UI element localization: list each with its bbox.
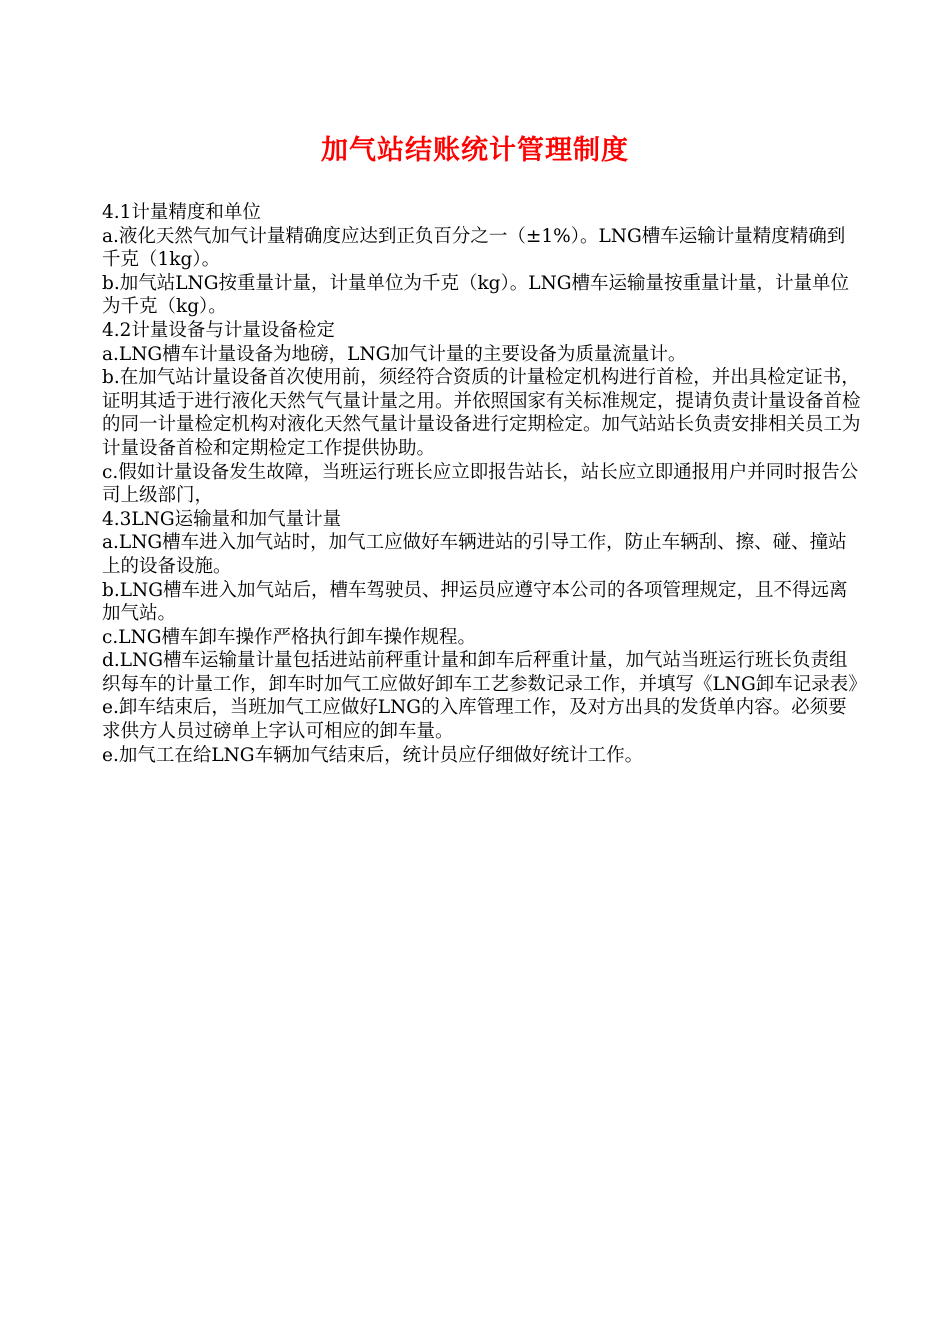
paragraph-4-3-d: d.LNG槽车运输量计量包括进站前秤重计量和卸车后秤重计量，加气站当班运行班长负责组织每车的计量工作，卸车时加气工应做好卸车工艺参数记录工作，并填写《LNG卸车记录表》	[102, 650, 867, 695]
section-heading-4-2: 4.2计量设备与计量设备检定	[102, 319, 335, 341]
paragraph-4-3-e: e.卸车结束后，当班加气工应做好LNG的入库管理工作，及对方出具的发货单内容。必须要求供方人员过磅单上字认可相应的卸车量。	[102, 697, 847, 743]
paragraph-4-1-b: b.加气站LNG按重量计量，计量单位为千克（kg）。LNG槽车运输量按重量计量，计量单位为千克（kg）。	[102, 272, 850, 318]
paragraph-4-3-b: b.LNG槽车进入加气站后，槽车驾驶员、押运员应遵守本公司的各项管理规定，且不得远离加气站。	[102, 579, 848, 625]
paragraph-4-1-a: a.液化天然气加气计量精确度应达到正负百分之一（±1%）。LNG槽车运输计量精度精确到千克（1kg）。	[102, 225, 846, 271]
paragraph-4-2-c: c.假如计量设备发生故障，当班运行班长应立即报告站长，站长应立即通报用户并同时报告公司上级部门，	[102, 461, 859, 507]
paragraph-4-3-e-2: e.加气工在给LNG车辆加气结束后，统计员应仔细做好统计工作。	[102, 744, 644, 766]
paragraph-4-3-c: c.LNG槽车卸车操作严格执行卸车操作规程。	[102, 626, 476, 648]
section-heading-4-3: 4.3LNG运输量和加气量计量	[102, 508, 342, 530]
paragraph-4-2-b: b.在加气站计量设备首次使用前，须经符合资质的计量检定机构进行首检，并出具检定证书，证明其适于进行液化天然气气量计量之用。并依照国家有关标准规定，提请负责计量设备首检的同一计量检定机构对液化天然气量计量设备进行定期检定。加气站站长负责安排相关员工为计量设备首检和定期检定工作提供协助。	[102, 367, 861, 459]
document-body	[102, 201, 867, 767]
page-title: 加气站结账统计管理制度	[321, 135, 629, 166]
paragraph-4-2-a: a.LNG槽车计量设备为地磅，LNG加气计量的主要设备为质量流量计。	[102, 343, 687, 365]
paragraph-4-3-a: a.LNG槽车进入加气站时，加气工应做好车辆进站的引导工作，防止车辆刮、擦、碰、撞站上的设备设施。	[102, 532, 847, 577]
section-heading-4-1: 4.1计量精度和单位	[102, 202, 261, 223]
